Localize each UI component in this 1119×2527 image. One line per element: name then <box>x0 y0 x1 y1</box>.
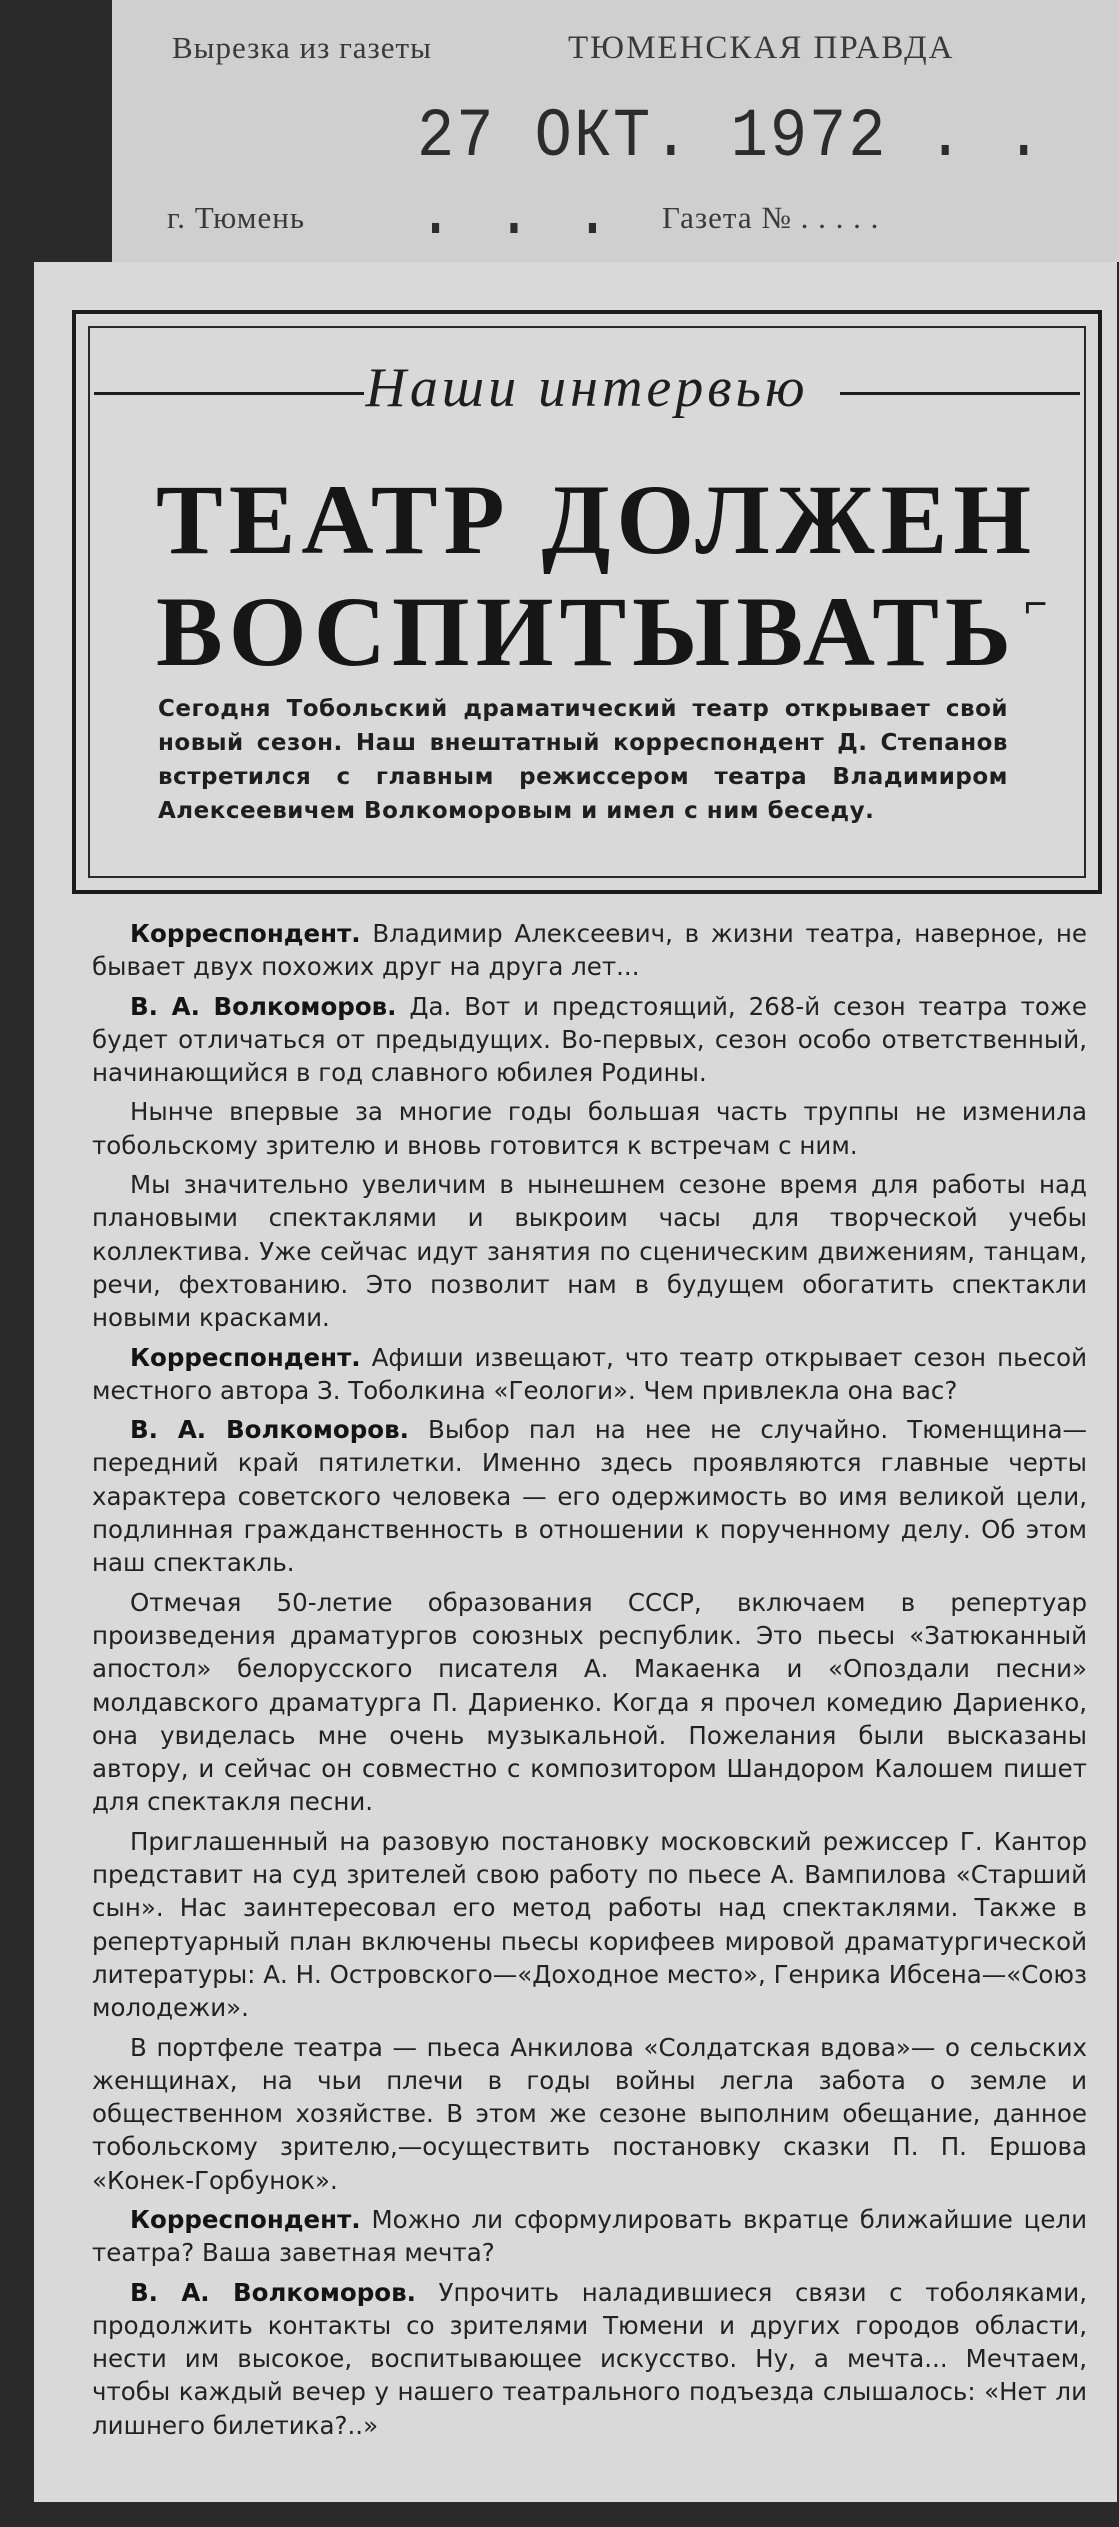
paragraph-text: Выбор пал на нее не случайно. Тюменщина—передний край пятилетки. Именно здесь проявляются главные черты характера советского человека — его одержимость во имя великой цели, подлинная гражданственность в отношении к порученному делу. Об этом наш спектакль. <box>92 1415 1087 1578</box>
paragraph <box>92 1168 1087 1334</box>
speaker: Корреспондент. <box>130 2204 361 2234</box>
newspaper-clipping <box>34 262 1117 2502</box>
city-label: г. Тюмень <box>167 200 305 235</box>
background-shadow <box>0 262 34 2527</box>
paragraph-text: Владимир Алексеевич, в жизни театра, наверное, не бывает двух похожих друг на друга лет... <box>92 919 1087 982</box>
speaker: Корреспондент. <box>130 919 361 948</box>
paragraph-text: Упрочить наладившиеся связи с тоболяками, продолжить контакты со зрителями Тюмени и других городов области, нести им высокое, воспитывающее искусство. Ну, а мечта... Мечтаем, чтобы каждый вечер у нашего театрального подъезда слышалось: «Нет ли лишнего билетика?..» <box>92 2277 1087 2440</box>
archive-label-card <box>112 0 1119 262</box>
paragraph <box>92 1341 1087 1408</box>
speaker: В. А. Волкоморов. <box>130 1415 409 1445</box>
paragraph <box>92 2203 1087 2270</box>
paragraph <box>92 1095 1087 1162</box>
paragraph-text: Можно ли сформулировать вкратце ближайшие цели театра? Ваша заветная мечта? <box>92 2204 1087 2268</box>
paragraph-text: Нынче впервые за многие годы большая часть труппы не изменила тобольскому зрителю и вновь готовится к встречам с ним. <box>92 1097 1087 1160</box>
newspaper-number-label: Газета № . . . . . <box>662 200 880 235</box>
headline: ТЕАТР ДОЛЖЕН ВОСПИТЫВАТЬ <box>156 464 1038 687</box>
paragraph-text: В портфеле театра — пьеса Анкилова «Солдатская вдова»— о сельских женщинах, на чьи плечи в годы войны легла забота о земле и общественном хозяйстве. В этом же сезоне выполним обещание, данное тобольскому зрителю,—осуществить постановку сказки П. П. Ершова «Конек-Горбунок». <box>92 2032 1087 2195</box>
lead-paragraph: Сегодня Тобольский драматический театр открывает свой новый сезон. Наш внештатный корреспондент Д. Степанов встретился с главным режиссером театра Владимиром Алексеевичем Волкоморовым и имел с ним беседу. <box>158 696 1008 824</box>
rubric-title: Наши интервью <box>365 357 809 419</box>
speaker: В. А. Волкоморов. <box>130 2277 416 2307</box>
paragraph <box>92 1586 1087 1819</box>
paragraph <box>92 1413 1087 1579</box>
newspaper-name: ТЮМЕНСКАЯ ПРАВДА <box>568 30 955 66</box>
paragraph <box>92 917 1087 984</box>
paragraph-text: Афиши извещают, что театр открывает сезон пьесой местного автора З. Тоболкина «Геологи». Чем привлекла она вас? <box>92 1342 1087 1405</box>
paragraph-text: Мы значительно увеличим в нынешнем сезоне время для работы над плановыми спектаклями и выкроим часы для творческой учебы коллектива. Уже сейчас идут занятия по сценическим движениям, танцам, речи, фехтованию. Это позволит нам в будущем обогатить спектакли новыми красками. <box>92 1170 1087 1333</box>
speaker: В. А. Волкоморов. <box>130 991 397 1021</box>
speaker: Корреспондент. <box>130 1342 361 1372</box>
paragraph <box>92 1825 1087 2025</box>
paragraph-text: Да. Вот и предстоящий, 268-й сезон театра тоже будет отличаться от предыдущих. Во-первых, сезон особо ответственный, начинающийся в год славного юбилея Родины. <box>92 991 1087 1088</box>
paragraph <box>92 2031 1087 2197</box>
paragraph-text: Отмечая 50-летие образования СССР, включаем в репертуар произведения драматургов союзных республик. Это пьесы «Затюканный апостол» белорусского писателя А. Макаенка и «Опоздали песни» молдавского драматурга П. Дариенко. Когда я прочел комедию Дариенко, она увиделась мне очень музыкальной. Пожелания были высказаны автору, и сейчас он совместно с композитором Шандором Калошем пишет для спектакля песни. <box>92 1587 1087 1817</box>
paragraph <box>92 2276 1087 2442</box>
date-stamp: 27 ОКТ. 1972 . . . . . <box>417 97 1045 255</box>
article-body <box>92 917 1087 2448</box>
headline-frame <box>72 310 1102 894</box>
paragraph-text: Приглашенный на разовую постановку московский режиссер Г. Кантор представит на суд зрителей свою работу по пьесе А. Вампилова «Старший сын». Нас заинтересовал его метод работы над спектаклями. Также в репертуарный план включены пьесы корифеев мировой драматургической литературы: А. Н. Островского—«Доходное место», Генрика Ибсена—«Союз молодежи». <box>92 1826 1087 2023</box>
pen-mark: ⌐ <box>1024 582 1048 626</box>
paragraph <box>92 990 1087 1090</box>
clip-label: Вырезка из газеты <box>172 30 432 65</box>
